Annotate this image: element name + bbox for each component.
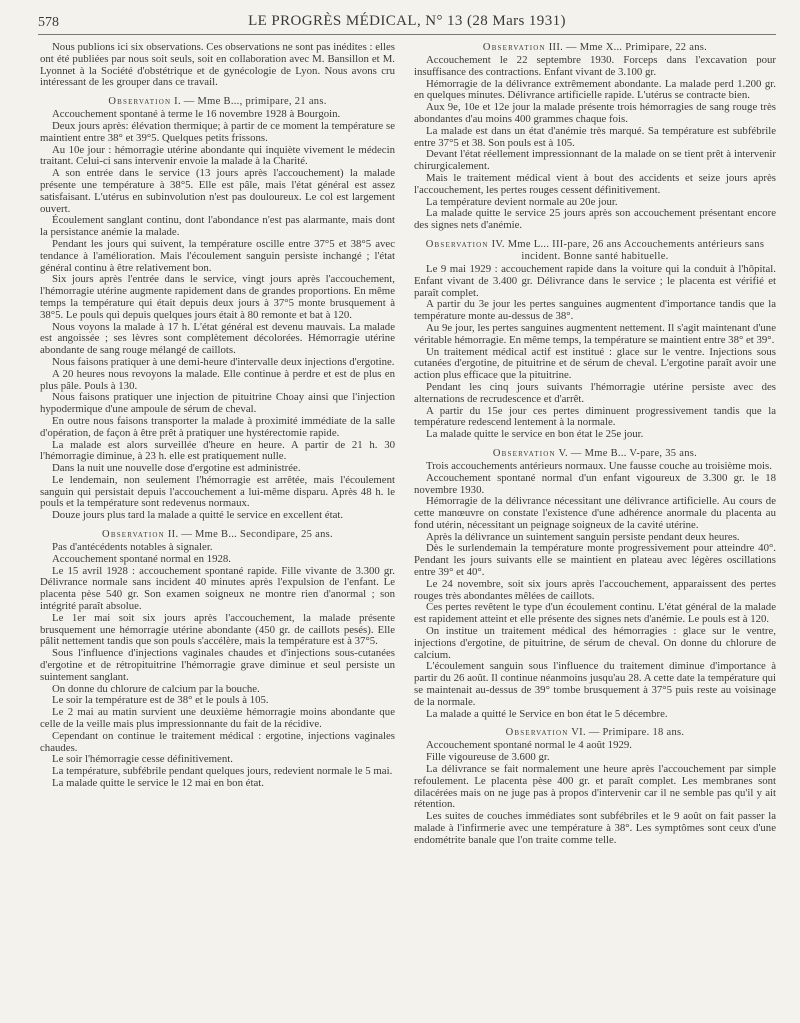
- paragraph: Six jours après l'entrée dans le service, vingt jours après l'accouchement, l'hémorragie utérine augmente rapidement dans de grandes proportions. En même temps la température qui était depuis deux jours à 37°5 monte brusquement à 38°5. Le pouls qui depuis quelques jours était à 80 remonte et bat à 120.: [40, 273, 395, 321]
- paragraph: Accouchement spontané à terme le 16 novembre 1928 à Bourgoin.: [52, 108, 341, 121]
- paragraph: A partir du 15e jour ces pertes diminuent progressivement tandis que la température redescend lentement à la normale.: [414, 404, 776, 429]
- observation-5-body: [414, 461, 776, 721]
- paragraph: Le soir l'hémorragie cesse définitivement.: [52, 753, 233, 766]
- left-column: [40, 42, 395, 1015]
- paragraph: A son entrée dans le service (13 jours après l'accouchement) la malade présente une température à 38°5. Elle est pâle, mais l'état général est assez satisfaisant. L'utérus en subinvolution n'est pas douloureux. Le col est largement ouvert.: [40, 167, 395, 215]
- paragraph: Trois accouchements antérieurs normaux. Une fausse couche au troisième mois.: [426, 459, 772, 472]
- paragraph: Le 2 mai au matin survient une deuxième hémorragie moins abondante que celle de la veille mais plus impressionnante du fait de la récidive.: [40, 706, 395, 731]
- observation-label: Observation: [108, 96, 172, 108]
- paragraph: Accouchement spontané normal en 1928.: [52, 552, 231, 565]
- observation-label: Observation: [482, 42, 546, 53]
- observation-title: I. — Mme B..., primipare, 21 ans.: [174, 96, 327, 108]
- paragraph: La délivrance se fait normalement une heure après l'accouchement par simple refoulement. Le placenta pèse 400 gr. et paraît complet. Les membranes sont dilacérées mais on ne juge pas à propos d'intervenir car il ne semble pas qu'il y ait rétention.: [414, 763, 776, 811]
- paragraph: Ces pertes revêtent le type d'un écoulement continu. L'état général de la malade est rapidement atteint et elle présente des signes nets d'anémie. Le pouls est à 120.: [414, 601, 776, 626]
- paragraph: Accouchement le 22 septembre 1930. Forceps dans l'excavation pour insuffisance des contractions. Enfant vivant de 3.100 gr.: [414, 54, 776, 78]
- observation-label: Observation: [425, 238, 489, 250]
- paragraph: La malade quitte le service 25 jours après son accouchement présentant encore des signes nets d'anémie.: [414, 207, 776, 232]
- paragraph: Nous faisons pratiquer une injection de pituitrine Choay ainsi que l'injection hypodermique d'une ampoule de sérum de cheval.: [40, 391, 395, 416]
- paragraph: La température, subfébrile pendant quelques jours, redevient normale le 5 mai.: [52, 765, 393, 778]
- paragraph: Le 1er mai soit six jours après l'accouchement, la malade présente brusquement une hémorragie utérine abondante (450 gr. de caillots pesés). Elle pâlit nettement tandis que son pouls s'accélère, mais la température est à 37°5.: [40, 611, 395, 648]
- paragraph: Aux 9e, 10e et 12e jour la malade présente trois hémorragies de sang rouge très abondantes d'au moins 400 grammes chaque fois.: [414, 101, 776, 125]
- observation-6-body: [414, 740, 776, 846]
- paragraph: Au 9e jour, les pertes sanguines augmentent nettement. Il s'agit maintenant d'une véritable hémorragie. En même temps, la température se maintient entre 38° et 39°.: [414, 321, 776, 346]
- observation-1-body: [40, 109, 395, 522]
- observation-title: II. — Mme B... Secondipare, 25 ans.: [167, 529, 333, 541]
- paragraph: Les suites de couches immédiates sont subfébriles et le 9 août on fait passer la malade à l'infirmerie avec une température à 38°. Les symptômes sont ceux d'une endométrite banale que l'on traite comme telle.: [414, 810, 776, 846]
- paragraph: Le 15 avril 1928 : accouchement spontané rapide. Fille vivante de 3.300 gr. Délivrance normale sans incident 40 minutes après l'expulsion de l'enfant. Le placenta pèse 540 gr. Son examen soigneux ne montre rien d'anormal ; son intégrité paraît absolue.: [40, 564, 395, 613]
- paragraph: Le soir la température est de 38° et le pouls à 105.: [52, 694, 269, 707]
- running-title: LE PROGRÈS MÉDICAL, N° 13 (28 Mars 1931): [248, 13, 566, 29]
- paragraph: Dès le surlendemain la température monte progressivement pour atteindre 40°. Pendant les jours suivants elle se maintient en plateau avec légères oscillations entre 39° et 40°.: [414, 542, 776, 579]
- observation-label: Observation: [505, 727, 569, 739]
- paragraph: La malade a quitté le Service en bon état le 5 décembre.: [426, 707, 668, 720]
- paragraph: Fille vigoureuse de 3.600 gr.: [426, 751, 550, 764]
- page-header: [38, 10, 776, 35]
- paragraph: La température devient normale au 20e jour.: [426, 195, 618, 208]
- paragraph: Accouchement spontané normal d'un enfant vigoureux de 3.300 gr. le 18 novembre 1930.: [414, 471, 776, 496]
- paragraph: Accouchement spontané normal le 4 août 1929.: [426, 739, 632, 752]
- observation-title: IV. Mme L... III-pare, 26 ans Accouchements antérieurs sans incident. Bonne santé habituelle.: [491, 238, 765, 262]
- paragraph: Nous voyons la malade à 17 h. L'état général est devenu mauvais. La malade est angoissée ; ses lèvres sont complètement décolorées. Hémorragie utérine abondante de sang rouge mélangé de caillots.: [40, 320, 395, 357]
- paragraph: L'écoulement sanguin sous l'influence du traitement diminue d'importance à partir du 26 août. Il continue néanmoins jusqu'au 28. A cette date la température qui se maintenait au-dessus de 39° tombe brusquement à 37°5 puis reste au voisinage de la normale.: [414, 660, 776, 708]
- observation-title: VI. — Primipare. 18 ans.: [571, 727, 685, 739]
- observation-3-heading: [414, 42, 776, 54]
- paragraph: Écoulement sanglant continu, dont l'abondance n'est pas alarmante, mais dont la persistance anémie la malade.: [40, 214, 395, 239]
- paragraph: La malade est dans un état d'anémie très marqué. Sa température est subfébrile entre 37°5 et 38. Son pouls est à 105.: [414, 124, 776, 149]
- journal-page: [38, 10, 776, 1015]
- observation-5-heading: [414, 448, 776, 460]
- paragraph: Pas d'antécédents notables à signaler.: [52, 541, 213, 554]
- paragraph: Après la délivrance un suintement sanguin persiste pendant deux heures.: [426, 530, 740, 543]
- paragraph: A partir du 3e jour les pertes sanguines augmentent d'importance tandis que la température monte au-dessus de 38°.: [414, 298, 776, 323]
- observation-title: V. — Mme B... V-pare, 35 ans.: [558, 447, 698, 459]
- paragraph: Cependant on continue le traitement médical : ergotine, injections vaginales chaudes.: [40, 729, 395, 754]
- paragraph: Pendant les cinq jours suivants l'hémorragie utérine persiste avec des alternations de recrudescence et d'arrêt.: [414, 380, 776, 405]
- paragraph: Le 24 novembre, soit six jours après l'accouchement, apparaissent des pertes rouges très abondantes mêlées de caillots.: [414, 577, 776, 602]
- observation-1-heading: [40, 96, 395, 108]
- article-body: [38, 42, 776, 1015]
- paragraph: On donne du chlorure de calcium par la bouche.: [52, 682, 260, 695]
- paragraph: La malade quitte le service le 12 mai en bon état.: [52, 777, 264, 790]
- paragraph: Le 9 mai 1929 : accouchement rapide dans la voiture qui la conduit à l'hôpital. Enfant vivant de 3.400 gr. Délivrance dans le service ; le placenta est vérifié et paraît complet.: [414, 262, 776, 299]
- paragraph: En outre nous faisons transporter la malade à proximité immédiate de la salle d'opération, de façon à être prêt à pratiquer une hystérectomie rapide.: [40, 414, 395, 439]
- observation-6-heading: [414, 727, 776, 739]
- paragraph: A 20 heures nous revoyons la malade. Elle continue à perdre et est de plus en plus pâle. Pouls à 130.: [40, 367, 395, 392]
- page-number: 578: [38, 15, 59, 30]
- paragraph: Hémorragie de la délivrance extrêmement abondante. La malade perd 1.200 gr. en quelques minutes. Délivrance artificielle rapide. L'utérus se contracte bien.: [414, 77, 776, 102]
- observation-2-heading: [40, 529, 395, 541]
- right-column: [414, 42, 776, 1015]
- paragraph: Sous l'influence d'injections vaginales chaudes et d'injections sous-cutanées d'ergotine et de rétropituitrine l'hémorragie grave diminue et seul persiste un suintement sanglant.: [40, 647, 395, 683]
- paragraph: Le lendemain, non seulement l'hémorragie est arrêtée, mais l'écoulement sanguin qui persistait depuis l'accouchement a lui-même disparu. Après 48 h. le pouls et la température sont redevenus normaux.: [40, 473, 395, 510]
- paragraph: Un traitement médical actif est institué : glace sur le ventre. Injections sous cutanées d'ergotine, de pituitrine et de sérum de cheval. L'ergotine paraît avoir une action plus efficace que la pituitrine.: [414, 345, 776, 382]
- paragraph: La malade quitte le service en bon état le 25e jour.: [426, 428, 644, 441]
- observation-label: Observation: [492, 447, 556, 459]
- paragraph: Nous faisons pratiquer à une demi-heure d'intervalle deux injections d'ergotine.: [52, 355, 395, 368]
- paragraph: On institue un traitement médical des hémorragies : glace sur le ventre, injections d'ergotine, de pituitrine, de sérum de cheval. On donne du chlorure de calcium.: [414, 625, 776, 661]
- paragraph: Dans la nuit une nouvelle dose d'ergotine est administrée.: [52, 462, 301, 475]
- paragraph: Deux jours après: élévation thermique; à partir de ce moment la température se maintient entre 38° et 39°5. Quelques petits frissons.: [40, 119, 395, 144]
- observation-2-body: [40, 542, 395, 790]
- observation-4-heading: [414, 239, 776, 263]
- paragraph: Hémorragie de la délivrance nécessitant une délivrance artificielle. Au cours de cette manœuvre on constate l'existence d'une adhérence anormale du placenta au fond utérin, nécessitant un peignage soigneux de la cavité utérine.: [414, 495, 776, 531]
- observation-3-body: [414, 55, 776, 232]
- paragraph: Au 10e jour : hémorragie utérine abondante qui inquiète vivement le médecin traitant. Celui-ci sans intervenir envoie la malade à la Charité.: [40, 143, 395, 168]
- paragraph: Pendant les jours qui suivent, la température oscille entre 37°5 et 38°5 avec tendance à l'amélioration. Mais l'écoulement sanguin persiste inchangé ; l'état général continu à être relativement bon.: [40, 237, 395, 274]
- paragraph: Douze jours plus tard la malade a quitté le service en excellent état.: [52, 509, 344, 522]
- paragraph: Mais le traitement médical vient à bout des accidents et seize jours après l'accouchement, les pertes rouges cessent définitivement.: [414, 171, 776, 196]
- observation-label: Observation: [102, 529, 165, 541]
- intro-paragraph: Nous publions ici six observations. Ces observations ne sont pas inédites : elles ont été publiées par nous soit seuls, soit en collaboration avec M. Bansillon et M. Lyonnet à la Société d'obstétrique et de gynécologie de Lyon. Nous avons cru intéressant de les grouper dans ce travail.: [40, 42, 395, 89]
- paragraph: Devant l'état réellement impressionnant de la malade on se tient prêt à intervenir chirurgicalement.: [414, 148, 776, 173]
- paragraph: La malade est alors surveillée d'heure en heure. A partir de 21 h. 30 l'hémorragie diminue, à 23 h. elle est pratiquement nulle.: [40, 438, 395, 463]
- observation-title: III. — Mme X... Primipare, 22 ans.: [548, 42, 708, 53]
- observation-4-body: [414, 264, 776, 441]
